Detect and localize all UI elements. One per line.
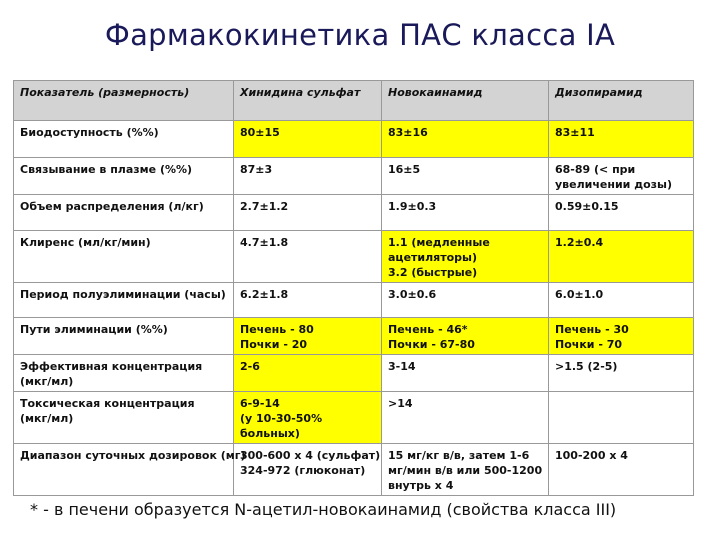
param-cell: Биодоступность (%%) [14,121,234,158]
table-row [14,283,694,318]
param-cell: Связывание в плазме (%%) [14,158,234,195]
table-row [14,231,694,283]
column-header: Показатель (размерность) [14,81,234,121]
column-header: Хинидина сульфат [234,81,382,121]
value-cell: 1.9±0.3 [382,195,549,231]
value-cell: 1.1 (медленные ацетиляторы) 3.2 (быстрые) [382,231,549,283]
value-cell: 3-14 [382,355,549,392]
param-cell: Объем распределения (л/кг) [14,195,234,231]
value-cell: 87±3 [234,158,382,195]
param-cell: Пути элиминации (%%) [14,318,234,355]
table-header-row [14,81,694,121]
value-cell: Печень - 46* Почки - 67-80 [382,318,549,355]
pharmacokinetics-table [13,80,694,496]
param-cell: Клиренс (мл/кг/мин) [14,231,234,283]
value-cell: 1.2±0.4 [549,231,694,283]
value-cell: 16±5 [382,158,549,195]
value-cell: 6.0±1.0 [549,283,694,318]
param-cell: Эффективная концентрация (мкг/мл) [14,355,234,392]
footnote: * - в печени образуется N-ацетил-новокаинамид (свойства класса III) [30,500,617,519]
value-cell: >1.5 (2-5) [549,355,694,392]
table-row [14,318,694,355]
value-cell: 83±11 [549,121,694,158]
value-cell: >14 [382,392,549,444]
page-title: Фармакокинетика ПАС класса IA [104,18,616,52]
value-cell: Печень - 80 Почки - 20 [234,318,382,355]
table-row [14,121,694,158]
table-row [14,158,694,195]
value-cell: 300-600 x 4 (сульфат) 324-972 (глюконат) [234,444,382,496]
column-header: Дизопирамид [549,81,694,121]
value-cell [549,392,694,444]
value-cell: 83±16 [382,121,549,158]
value-cell: 3.0±0.6 [382,283,549,318]
param-cell: Диапазон суточных дозировок (мг) [14,444,234,496]
table-row [14,195,694,231]
value-cell: 2-6 [234,355,382,392]
value-cell: 0.59±0.15 [549,195,694,231]
value-cell: 4.7±1.8 [234,231,382,283]
table-row [14,392,694,444]
value-cell: Печень - 30 Почки - 70 [549,318,694,355]
value-cell: 100-200 x 4 [549,444,694,496]
table-row [14,444,694,496]
param-cell: Токсическая концентрация (мкг/мл) [14,392,234,444]
value-cell: 6-9-14 (у 10-30-50% больных) [234,392,382,444]
value-cell: 15 мг/кг в/в, затем 1-6 мг/мин в/в или 500-1200 внутрь x 4 [382,444,549,496]
value-cell: 2.7±1.2 [234,195,382,231]
value-cell: 68-89 (< при увеличении дозы) [549,158,694,195]
value-cell: 6.2±1.8 [234,283,382,318]
value-cell: 80±15 [234,121,382,158]
param-cell: Период полуэлиминации (часы) [14,283,234,318]
table-row [14,355,694,392]
column-header: Новокаинамид [382,81,549,121]
